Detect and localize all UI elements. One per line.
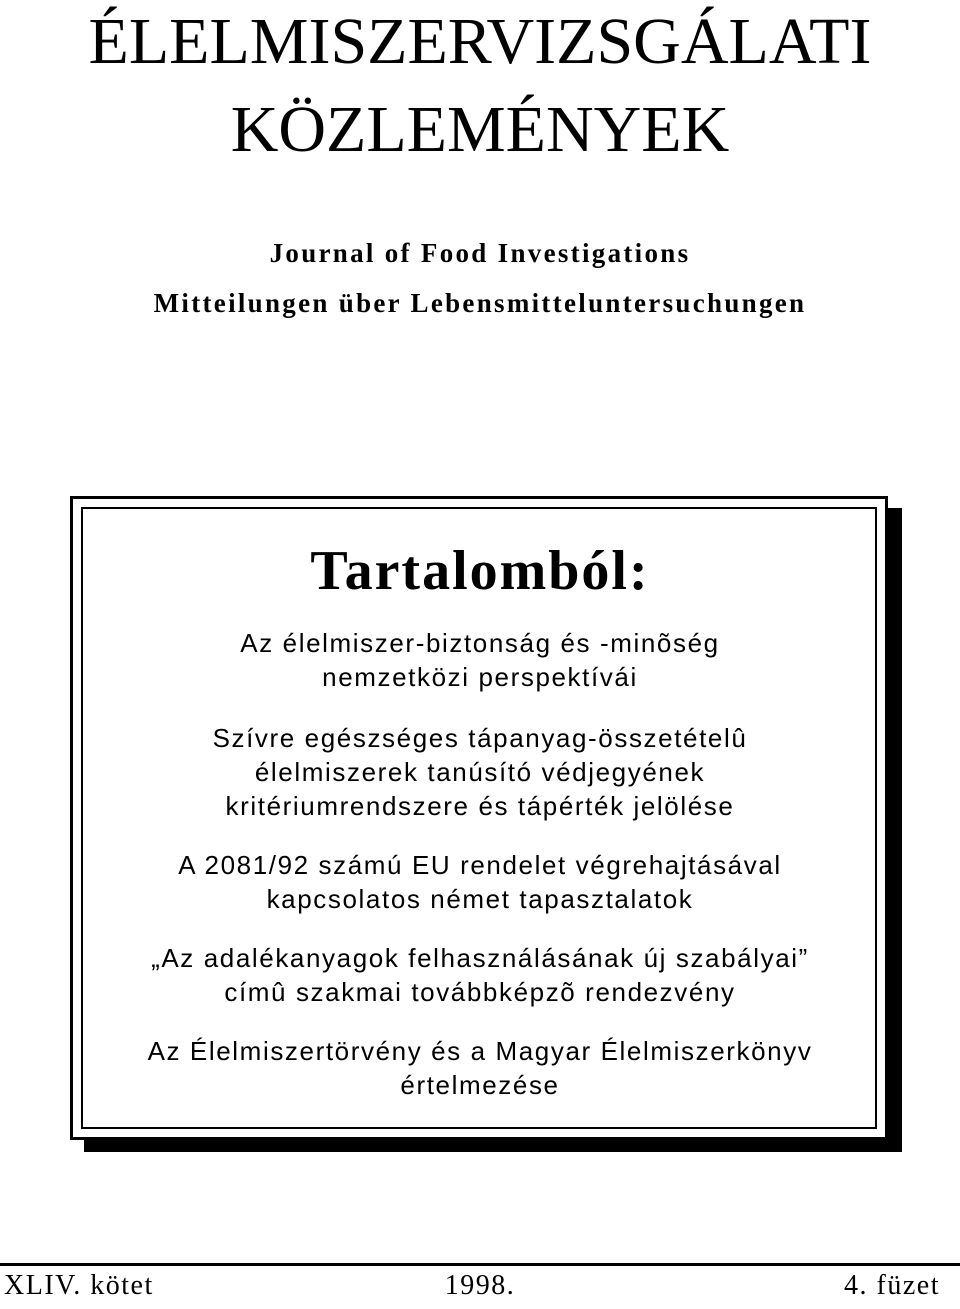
contents-heading: Tartalomból: bbox=[310, 540, 650, 602]
footer-volume: XLIV. kötet bbox=[4, 1270, 154, 1301]
footer-rule bbox=[0, 1263, 960, 1266]
footer-year: 1998. bbox=[444, 1270, 516, 1301]
contents-item-line: kritériumrendszere és tápérték jelölése bbox=[225, 791, 735, 821]
contents-item-line: „Az adalékanyagok felhasználásának új szabályai” bbox=[151, 943, 809, 973]
contents-item bbox=[0, 721, 960, 823]
contents-item-line: Szívre egészséges tápanyag-összetételû bbox=[212, 723, 748, 753]
footer-issue: 4. füzet bbox=[844, 1270, 940, 1301]
journal-title-line-2: KÖZLEMÉNYEK bbox=[230, 93, 730, 166]
contents-item bbox=[0, 626, 960, 694]
contents-item-line: Az élelmiszer-biztonság és -minõség bbox=[240, 628, 720, 658]
contents-item-line: A 2081/92 számú EU rendelet végrehajtásával bbox=[178, 850, 782, 880]
contents-item-line: nemzetközi perspektívái bbox=[322, 662, 638, 692]
contents-item-line: címû szakmai továbbképzõ rendezvény bbox=[224, 977, 736, 1007]
contents-item-line: élelmiszerek tanúsító védjegyének bbox=[254, 757, 706, 787]
subtitle-english: Journal of Food Investigations bbox=[269, 238, 691, 268]
subtitle-german: Mitteilungen über Lebensmitteluntersuchungen bbox=[153, 288, 807, 318]
contents-item bbox=[0, 941, 960, 1009]
contents-item bbox=[0, 848, 960, 916]
contents-item-line: értelmezése bbox=[400, 1070, 560, 1100]
journal-title-line-1: ÉLELMISZERVIZSGÁLATI bbox=[88, 5, 872, 78]
contents-item-line: kapcsolatos német tapasztalatok bbox=[266, 884, 694, 914]
contents-item bbox=[0, 1034, 960, 1102]
contents-item-line: Az Élelmiszertörvény és a Magyar Élelmiszerkönyv bbox=[147, 1036, 813, 1066]
